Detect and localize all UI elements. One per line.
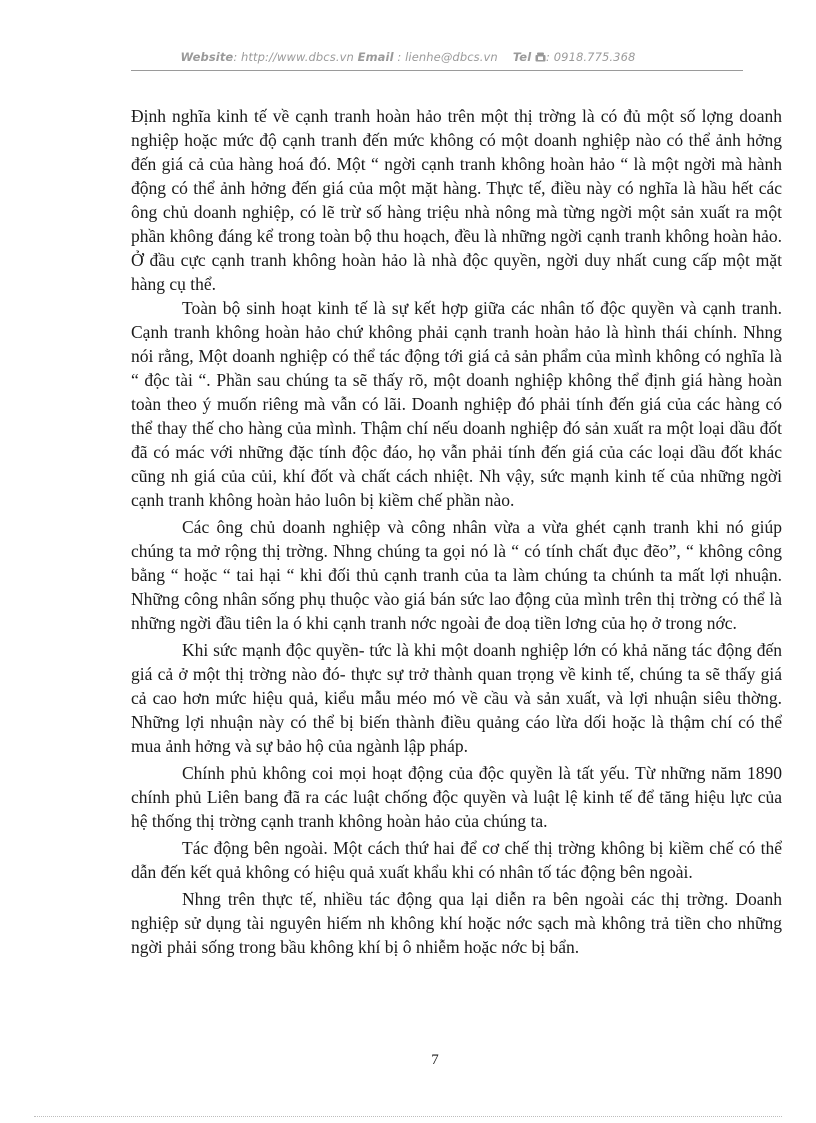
paragraph-3: Các ông chủ doanh nghiệp và công nhân vừa a vừa ghét cạnh tranh khi nó giúp chúng ta mở rộng thị trờng. Nhng chúng ta gọi nó là “ có tính chất đục đẽo”, “ không công bằng “ hoặc “ tai hại “ khi đối thủ cạnh tranh của ta làm chúng ta chúnh ta mất lợi nhuận. Những công nhân sống phụ thuộc vào giá bán sức lao động của mình trên thị trờng có thể là những ngời đầu tiên la ó khi cạnh tranh nớc ngoài đe doạ tiền lơng của họ ở trong nớc. (131, 517, 782, 633)
paragraph-6: Tác động bên ngoài. Một cách thứ hai để cơ chế thị trờng không bị kiềm chế có thể dẫn đến kết quả không có hiệu quả xuất khẩu khi có nhân tố tác động bên ngoài. (131, 838, 782, 882)
website-value: : http://www.dbcs.vn (233, 50, 358, 64)
phone-icon (535, 52, 546, 62)
paragraph-5: Chính phủ không coi mọi hoạt động của độc quyền là tất yếu. Từ những năm 1890 chính phủ Liên bang đã ra các luật chống độc quyền và luật lệ kinh tế để tăng hiệu lực của hệ thống thị trờng cạnh tranh không hoàn hảo của chúng ta. (131, 763, 782, 831)
email-label: Email (357, 50, 394, 64)
footer-divider (34, 1116, 782, 1117)
page-number: 7 (431, 1052, 439, 1068)
paragraph-1: Định nghĩa kinh tế về cạnh tranh hoàn hảo trên một thị trờng là có đủ một số lợng doanh nghiệp hoặc mức độ cạnh tranh đến mức không có một doanh nghiệp nào có thể ảnh hởng đến giá cả của hàng hoá đó. Một “ ngời cạnh tranh không hoàn hảo “ là một ngời mà hành động có thể ảnh hởng đến giá của một mặt hàng. Thực tế, điều này có nghĩa là hầu hết các ông chủ doanh nghiệp, có lẽ trừ số hàng triệu nhà nông mà từng ngời một sản xuất ra một phần không đáng kể trong toàn bộ thu hoạch, đều là những ngời cạnh tranh không hoàn hảo. Ở đầu cực cạnh tranh không hoàn hảo là nhà độc quyền, ngời duy nhất cung cấp một mặt hàng cụ thể. (131, 106, 782, 294)
document-body (131, 104, 782, 959)
tel-value: : 0918.775.368 (546, 50, 636, 64)
website-label: Website (180, 50, 234, 64)
tel-label: Tel (512, 50, 532, 64)
email-value: : lienhe@dbcs.vn (393, 50, 502, 64)
paragraph-7: Nhng trên thực tế, nhiều tác động qua lại diễn ra bên ngoài các thị trờng. Doanh nghiệp sử dụng tài nguyên hiếm nh không khí hoặc nớc sạch mà không trả tiền cho những ngời phải sống trong bầu không khí bị ô nhiễm hoặc nớc bị bẩn. (131, 889, 782, 957)
page-header (0, 50, 816, 64)
header-divider (131, 70, 743, 71)
paragraph-2: Toàn bộ sinh hoạt kinh tế là sự kết hợp giữa các nhân tố độc quyền và cạnh tranh. Cạnh tranh không hoàn hảo chứ không phải cạnh tranh hoàn hảo là hình thái chính. Nhng nói rằng, Một doanh nghiệp có thể tác động tới giá cả sản phẩm của mình không có nghĩa là “ độc tài “. Phần sau chúng ta sẽ thấy rõ, một doanh nghiệp không thể định giá hàng hoàn toàn theo ý muốn riêng mà vẫn có lãi. Doanh nghiệp đó phải tính đến giá của các hàng có thể thay thế cho hàng của mình. Thậm chí nếu doanh nghiệp đó sản xuất ra một loại dầu đốt đã có mác với những đặc tính độc đáo, họ vẫn phải tính đến giá của các loại dầu đốt khác cũng nh giá của củi, khí đốt và chất cách nhiệt. Nh vậy, sức mạnh kinh tế của những ngời cạnh tranh không hoàn hảo luôn bị kiềm chế phần nào. (131, 298, 782, 510)
paragraph-4: Khi sức mạnh độc quyền- tức là khi một doanh nghiệp lớn có khả năng tác động đến giá cả ở một thị trờng nào đó- thực sự trở thành quan trọng về kinh tế, chúng ta sẽ thấy giá cả cao hơn mức hiệu quả, kiểu mẫu méo mó về cầu và sản xuất, và lợi nhuận siêu thờng. Những lợi nhuận này có thể bị biến thành điều quảng cáo lừa dối hoặc là thậm chí có thể mua ảnh hởng và sự bảo hộ của ngành lập pháp. (131, 640, 782, 756)
